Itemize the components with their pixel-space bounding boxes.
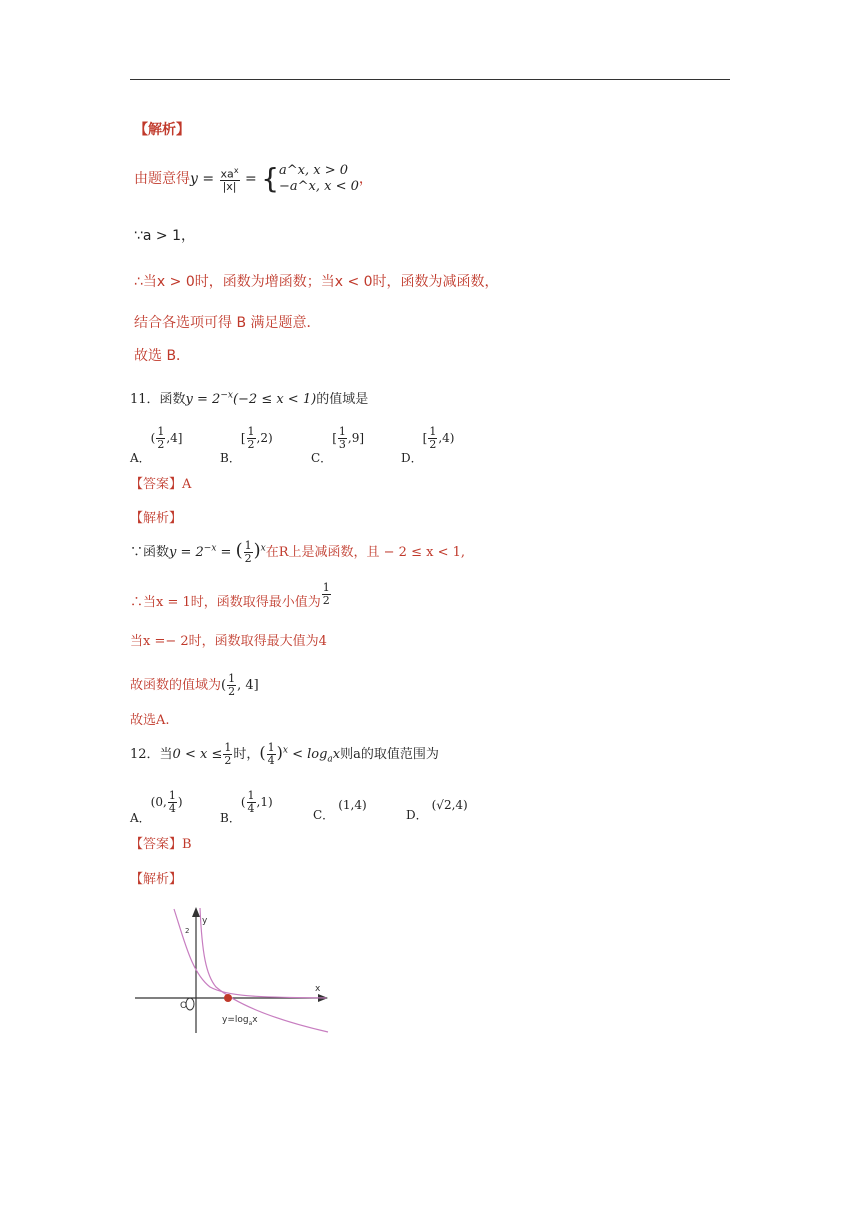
q12-ineq-rest: < log [287, 747, 328, 762]
q12-stem: 12．当0 < x ≤ $\frac{1}{2}$ 时，( $\frac{1}{4}$ )$^x < \log_ax$则a的取值范围为 [130, 741, 439, 767]
a4-left: ( [221, 678, 227, 693]
line1-end: ， [358, 171, 373, 187]
q11-analysis-line1: ∵函数$y = 2^{-x}$ = ( $\frac{1}{2}$ )$^x$在R上是减函数，且 − 2 ≤ x < 1, [130, 539, 466, 565]
q12-option-c: C．(1,4) [313, 798, 367, 822]
x-axis-label: x [315, 984, 321, 994]
q11-sup: −x [220, 390, 233, 401]
q11-math: y = 2 [185, 392, 221, 407]
y-tick-label: 2 [185, 927, 190, 935]
q11-cond: (−2 ≤ x < 1) [232, 392, 317, 407]
option-left: [ [332, 431, 337, 445]
option-label: C． [313, 808, 335, 822]
y-axis-arrow [192, 907, 200, 917]
a2-text: ∴当x = 1时，函数取得最小值为 [130, 595, 321, 610]
q12-cond-fraction: $\frac{1}{2}$ [224, 741, 232, 767]
option-label: A． [130, 811, 151, 825]
option-label: C． [311, 451, 333, 465]
q11-stem [130, 388, 368, 407]
analysis-1-line3: ∴当x > 0时，函数为增函数；当x < 0时，函数为减函数， [134, 274, 499, 290]
option-left: [ [240, 431, 246, 445]
a1-fraction: $\frac{1}{2}$ [244, 539, 252, 565]
line1-eq: = [240, 171, 262, 187]
a1-sup: −x [203, 543, 217, 554]
option-right: ,4] [166, 431, 183, 445]
q12-cond: 0 < x ≤ [172, 747, 223, 762]
q11-prefix: 11．函数 [130, 392, 186, 407]
a1-suffix: 在R上是减函数，且 − 2 ≤ x < 1, [265, 545, 466, 560]
analysis-1-line1 [134, 163, 373, 195]
option-right: ,9] [347, 431, 365, 445]
q12-prefix: 12．当 [130, 747, 173, 762]
q12-ineq-sub: a [327, 754, 333, 765]
a4-right: , 4] [237, 678, 259, 693]
q11-analysis-line2 [130, 581, 332, 615]
q11-answer: 【答案】A [130, 477, 192, 492]
analysis-1-line4: 结合各选项可得 B 满足题意． [134, 315, 321, 331]
option-right: ,4) [438, 431, 455, 445]
option-left: [ [422, 431, 428, 445]
line1-math: y = [190, 171, 219, 187]
option-fraction: $\frac{1}{4}$ [247, 789, 255, 815]
a4-fraction: $\frac{1}{2}$ [228, 672, 236, 698]
q12-graph [130, 903, 340, 1038]
option-label: B． [220, 451, 241, 465]
q11-analysis-heading: 【解析】 [130, 511, 183, 526]
analysis-heading-1: 【解析】 [134, 122, 190, 138]
q11-options [130, 425, 530, 465]
a1-sup2: x [260, 543, 266, 554]
option-left: ( [150, 431, 156, 445]
origin-label: O [180, 1001, 188, 1011]
option-label: B． [220, 811, 241, 825]
option-label: D． [401, 451, 423, 465]
case-2: −a^x, x < 0 [279, 179, 359, 194]
log-curve [200, 908, 328, 1032]
q12-options [130, 790, 530, 826]
line1-prefix: 由题意得 [134, 171, 190, 187]
option-fraction: $\frac{1}{2}$ [247, 425, 255, 451]
option-right: ,2) [256, 431, 273, 445]
a1-prefix: ∵函数 [130, 545, 170, 560]
q12-analysis-heading: 【解析】 [130, 872, 183, 887]
a4-text: 故函数的值域为 [130, 678, 222, 693]
line1-frac-den: |x| [222, 180, 237, 194]
q12-ineq-sup: x [282, 745, 288, 756]
exponential-curve [174, 909, 326, 998]
option-label: D． [406, 808, 428, 822]
q11-option-a [130, 425, 183, 465]
option-fraction: $\frac{1}{2}$ [429, 425, 437, 451]
option-fraction: $\frac{1}{4}$ [168, 789, 176, 815]
a2-fraction: $\frac{1}{2}$ [322, 581, 330, 607]
line1-frac-num: xa [220, 167, 234, 181]
a1-math: y = 2 [169, 545, 204, 560]
option-label: A． [130, 451, 151, 465]
q11-option-c [311, 425, 365, 465]
q12-ineq-x: x [332, 747, 341, 762]
curve-label: $y=\log_ax$ [222, 1015, 258, 1027]
line1-frac-sup: x [233, 165, 239, 175]
q11-option-d [401, 425, 455, 465]
piecewise-brace: { [261, 162, 280, 195]
origin-marker [186, 998, 194, 1010]
piecewise-cases [279, 163, 359, 195]
analysis-1-line2: ∵a > 1， [134, 228, 196, 244]
q11-analysis-line3: 当x =− 2时，函数取得最大值为4 [130, 634, 327, 649]
q12-suffix: 则a的取值范围为 [340, 747, 439, 762]
q12-answer: 【答案】B [130, 837, 192, 852]
q12-ineq-fraction: $\frac{1}{4}$ [267, 741, 275, 767]
y-axis-label: y [202, 916, 208, 926]
header-rule [130, 79, 730, 80]
case-1: a^x, x > 0 [279, 163, 349, 178]
q12-cond-suffix: 时， [233, 747, 260, 762]
q12-option-a: A．(0, $\frac{1}{4}$ ) [130, 789, 183, 825]
q11-analysis-line4 [130, 673, 259, 698]
q11-suffix: 的值域是 [316, 392, 369, 407]
option-fraction: $\frac{1}{3}$ [338, 425, 346, 451]
a1-eq: = [216, 545, 236, 560]
intersection-point [224, 994, 232, 1002]
line1-fraction [220, 165, 240, 194]
q12-option-d: D．(√2,4) [406, 798, 468, 822]
analysis-1-line5: 故选 B． [134, 348, 191, 364]
q11-option-b [220, 425, 273, 465]
option-fraction: $\frac{1}{2}$ [157, 425, 165, 451]
q11-analysis-line5: 故选A. [130, 713, 170, 728]
q12-option-b: B．( $\frac{1}{4}$ ,1) [220, 789, 273, 825]
